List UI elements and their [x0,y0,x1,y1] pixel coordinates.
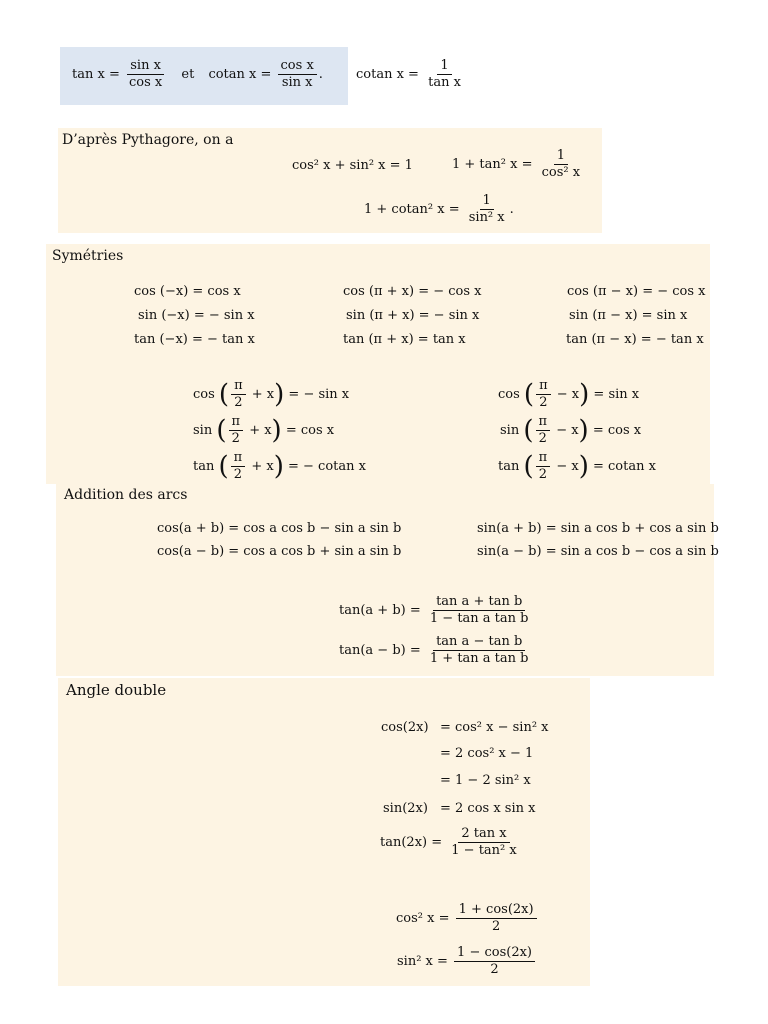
double-tan-den: 1 − tan² x [451,843,517,858]
cotan-reciprocal [356,58,466,91]
cotan-recip-fraction [425,58,464,91]
double-sin-rhs: = 2 cos x sin x [440,801,536,816]
pi-num: π [536,414,551,431]
pythagore-eq3-fraction [466,193,508,226]
half-left-fn: cos [193,387,215,402]
sym-col1-row3: tan (−x) = − tan x [134,332,255,347]
double-cos2-lhs: cos² x = [396,911,450,926]
pythagore-eq3-den: sin² x [468,210,505,225]
sym-half-left-row2 [193,414,334,447]
double-tan-fraction [448,826,519,859]
cotan-def-num: cos x [278,58,317,75]
half-right-op: − x [556,387,580,402]
pi-over-2 [231,378,246,411]
pythagore-eq3-lhs: 1 + cotan² x = [364,202,460,217]
double-cos-lhs: cos(2x) [381,720,429,735]
open-paren: ( [218,451,229,482]
tan-minus-fraction [427,634,532,667]
half-right-rhs: = sin x [593,387,640,402]
sym-half-right-row1 [498,378,639,411]
half-right-op: − x [556,423,579,438]
pi-num: π [229,414,244,431]
double-tan-lhs: tan(2x) = [380,835,443,850]
tan-def-den: cos x [128,75,163,90]
sym-col1-row2: sin (−x) = − sin x [138,308,255,323]
double-cos-squared [396,902,539,935]
sym-col2-row1: cos (π + x) = − cos x [343,284,482,299]
tan-def-fraction [126,58,165,91]
pi-over-2 [536,450,551,483]
pi-over-2 [229,414,244,447]
tan-def-lhs: tan x = [72,67,120,82]
half-right-fn: cos [498,387,520,402]
double-sin2-lhs: sin² x = [397,954,448,969]
double-heading: Angle double [66,681,167,699]
cotan-def-end: . [318,67,323,82]
pythagore-eq3-num: 1 [480,193,494,210]
half-left-rhs: = − cotan x [288,459,366,474]
half-right-fn: sin [500,423,520,438]
double-sin2-fraction [454,945,535,978]
half-left-op: + x [251,387,275,402]
half-left-rhs: = cos x [285,423,335,438]
cotan-def-den: sin x [281,75,313,90]
sym-half-right-row2 [500,414,641,447]
two-den: 2 [538,431,547,446]
et-word: et [181,67,195,82]
two-den: 2 [231,431,240,446]
pythagore-heading: D’après Pythagore, on a [62,132,234,148]
two-den: 2 [234,395,243,410]
pi-num: π [231,378,246,395]
half-right-rhs: = cotan x [593,459,656,474]
tan-def-num: sin x [127,58,164,75]
tan-minus-num: tan a − tan b [433,634,525,651]
tan-plus-lhs: tan(a + b) = [339,603,421,618]
sym-col2-row2: sin (π + x) = − sin x [346,308,480,323]
half-right-op: − x [556,459,579,474]
sym-half-right-row3 [498,450,656,483]
half-left-fn: sin [193,423,213,438]
pi-num: π [231,450,246,467]
tan-definition [72,58,323,91]
addition-heading: Addition des arcs [64,487,188,503]
pythagore-eq2-num: 1 [554,148,568,165]
sym-col2-row3: tan (π + x) = tan x [343,332,466,347]
pythagore-eq3-end: . [509,202,514,217]
double-sin2-num: 1 − cos(2x) [454,945,535,962]
sym-col3-row2: sin (π − x) = sin x [569,308,688,323]
half-left-op: + x [251,459,274,474]
double-tan-num: 2 tan x [458,826,509,843]
double-cos2-fraction [456,902,537,935]
two-den: 2 [539,395,548,410]
double-cos-rhs1: = cos² x − sin² x [440,720,549,735]
two-den: 2 [233,467,243,482]
double-sin2-den: 2 [490,962,499,977]
pi-num: π [536,378,551,395]
addition-sin-plus: sin(a + b) = sin a cos b + cos a sin b [477,521,719,536]
cotan-recip-den: tan x [428,75,461,90]
pi-num: π [536,450,551,467]
addition-tan-plus [339,594,533,627]
pythagore-eq3 [364,193,514,226]
close-paren: ) [274,379,285,410]
tan-minus-den: 1 + tan a tan b [429,651,529,666]
double-sin-lhs: sin(2x) [383,801,428,816]
pythagore-eq2-fraction [539,148,583,181]
close-paren: ) [273,451,284,482]
pi-over-2 [536,414,551,447]
sym-col3-row1: cos (π − x) = − cos x [567,284,706,299]
close-paren: ) [578,415,589,446]
open-paren: ( [523,451,534,482]
cotan-recip-num: 1 [437,58,451,75]
double-cos-rhs2: = 2 cos² x − 1 [440,746,534,761]
pi-over-2 [231,450,246,483]
sym-col1-row1: cos (−x) = cos x [134,284,241,299]
open-paren: ( [523,379,535,410]
symetries-box [46,244,710,484]
open-paren: ( [218,379,230,410]
double-sin-squared [397,945,537,978]
double-cos2-num: 1 + cos(2x) [456,902,537,919]
half-left-rhs: = − sin x [288,387,350,402]
addition-tan-minus [339,634,533,667]
half-left-op: + x [249,423,272,438]
cotan-def-fraction [278,58,317,91]
open-paren: ( [523,415,534,446]
double-tan [380,826,522,859]
pythagore-eq2-lhs: 1 + tan² x = [452,157,533,172]
double-cos-rhs3: = 1 − 2 sin² x [440,773,531,788]
close-paren: ) [579,379,590,410]
tan-plus-den: 1 − tan a tan b [429,611,529,626]
close-paren: ) [578,451,589,482]
symetries-heading: Symétries [52,248,124,264]
cotan-def-lhs: cotan x = [208,67,272,82]
pi-over-2 [536,378,551,411]
pythagore-eq2 [452,148,585,181]
tan-plus-fraction [427,594,532,627]
tan-plus-num: tan a + tan b [433,594,525,611]
double-cos2-den: 2 [491,919,501,934]
cotan-recip-lhs: cotan x = [356,67,419,82]
addition-cos-plus: cos(a + b) = cos a cos b − sin a sin b [157,521,402,536]
half-right-fn: tan [498,459,520,474]
tan-minus-lhs: tan(a − b) = [339,643,421,658]
open-paren: ( [216,415,227,446]
half-right-rhs: = cos x [592,423,642,438]
sym-half-left-row1 [193,378,349,411]
sym-col3-row3: tan (π − x) = − tan x [566,332,704,347]
close-paren: ) [271,415,282,446]
pythagore-eq1: cos² x + sin² x = 1 [292,158,413,173]
addition-sin-minus: sin(a − b) = sin a cos b − cos a sin b [477,544,719,559]
half-left-fn: tan [193,459,215,474]
addition-cos-minus: cos(a − b) = cos a cos b + sin a sin b [157,544,402,559]
pythagore-eq2-den: cos² x [541,165,581,180]
two-den: 2 [538,467,548,482]
sym-half-left-row3 [193,450,366,483]
